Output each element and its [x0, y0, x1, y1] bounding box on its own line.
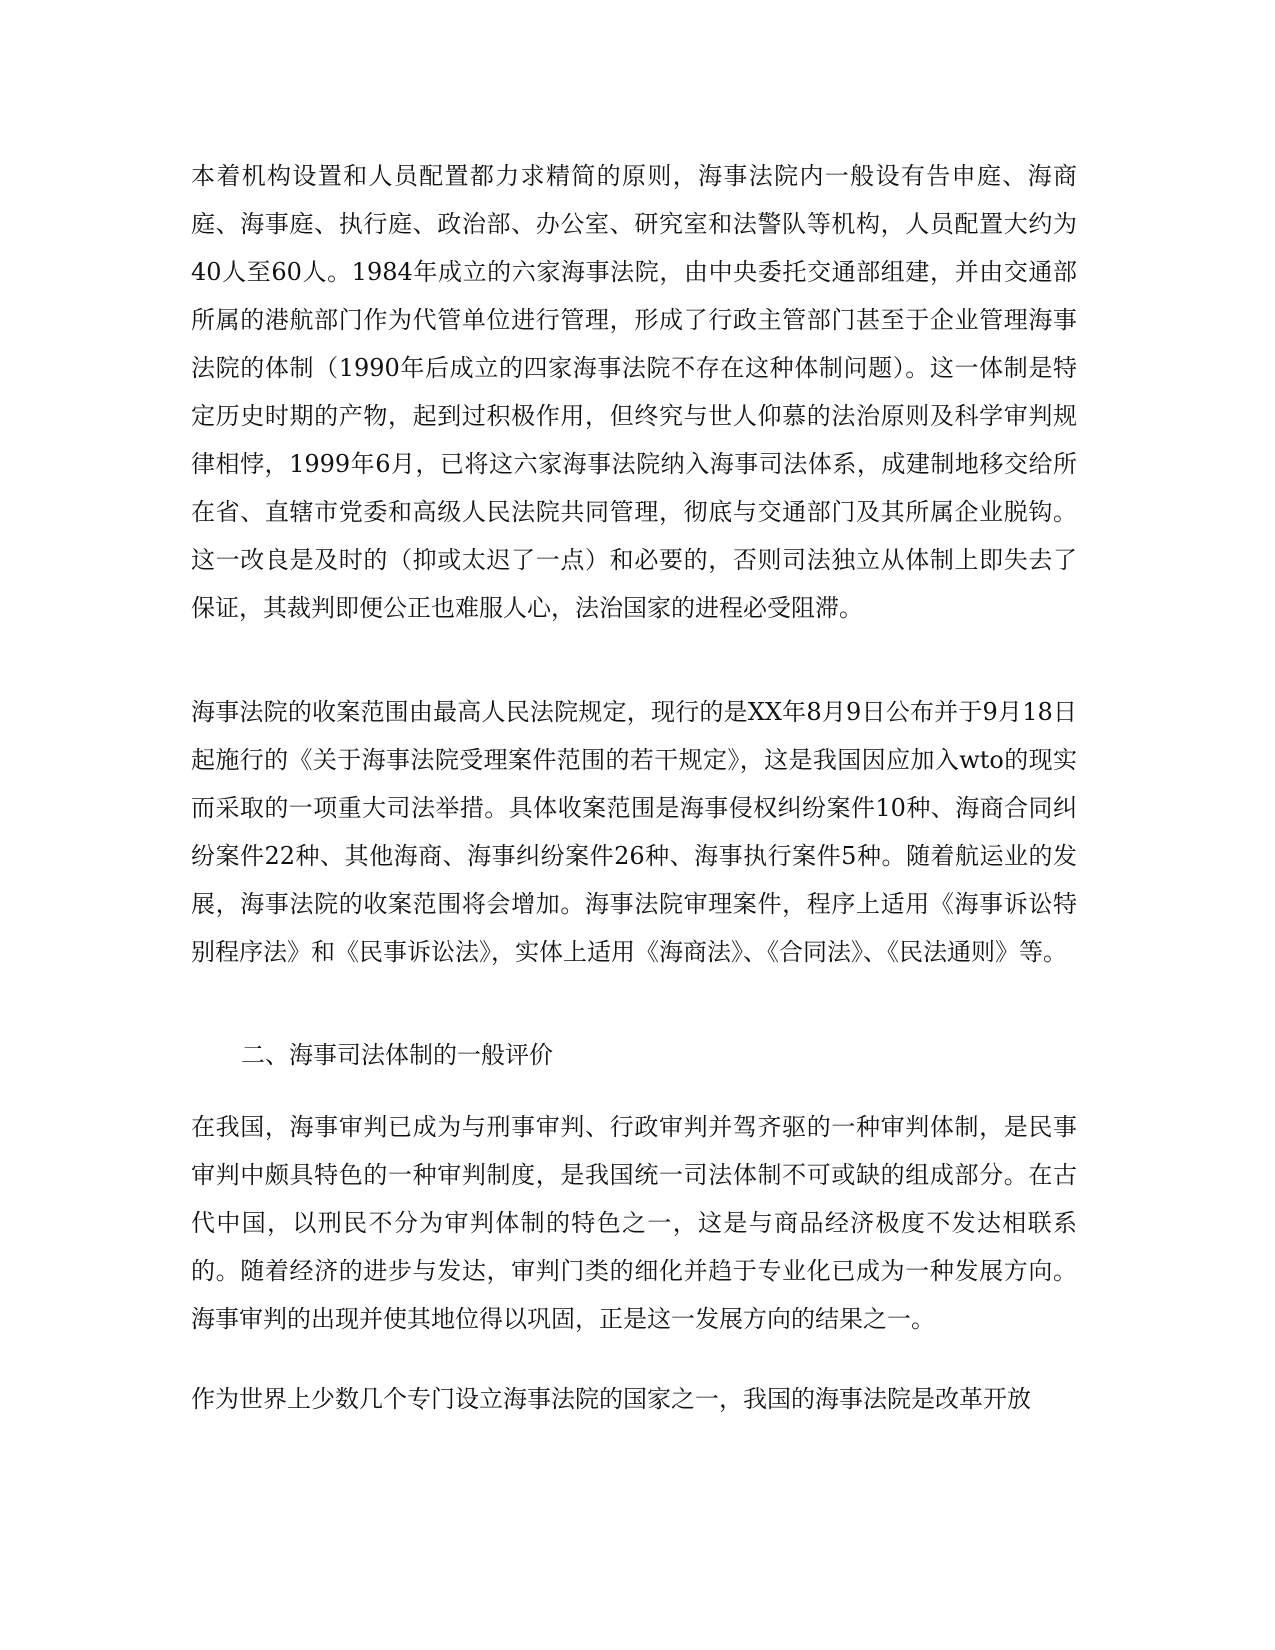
paragraph-maritime-trial: 在我国，海事审判已成为与刑事审判、行政审判并驾齐驱的一种审判体制，是民事审判中颇具特色的一种审判制度，是我国统一司法体制不可或缺的组成部分。在古代中国，以刑民不分为审判体制的特色之一，这是与商品经济极度不发达相联系的。随着经济的进步与发达，审判门类的细化并趋于专业化已成为一种发展方向。海事审判的出现并使其地位得以巩固，正是这一发展方向的结果之一。 [191, 1113, 1077, 1333]
paragraph-case-scope: 海事法院的收案范围由最高人民法院规定，现行的是XX年8月9日公布并于9月18日起施行的《关于海事法院受理案件范围的若干规定》，这是我国因应加入wto的现实而采取的一项重大司法举措。具体收案范围是海事侵权纠纷案件10种、海商合同纠纷案件22种、其他海商、海事纠纷案件26种、海事执行案件5种。随着航运业的发展，海事法院的收案范围将会增加。海事法院审理案件，程序上适用《海事诉讼特别程序法》和《民事诉讼法》，实体上适用《海商法》、《合同法》、《民法通则》等。 [191, 698, 1077, 966]
section-heading: 二、海事司法体制的一般评价 [241, 1041, 553, 1069]
paragraph-court-structure: 本着机构设置和人员配置都力求精简的原则，海事法院内一般设有告申庭、海商庭、海事庭、执行庭、政治部、办公室、研究室和法警队等机构，人员配置大约为40人至60人。1984年成立的六家海事法院，由中央委托交通部组建，并由交通部所属的港航部门作为代管单位进行管理，形成了行政主管部门甚至于企业管理海事法院的体制（1990年后成立的四家海事法院不存在这种体制问题）。这一体制是特定历史时期的产物，起到过积极作用，但终究与世人仰慕的法治原则及科学审判规律相悖，1999年6月，已将这六家海事法院纳入海事司法体系，成建制地移交给所在省、直辖市党委和高级人民法院共同管理，彻底与交通部门及其所属企业脱钩。这一改良是及时的（抑或太迟了一点）和必要的，否则司法独立从体制上即失去了保证，其裁判即便公正也难服人心，法治国家的进程必受阻滞。 [191, 162, 1077, 622]
paragraph-continuation: 作为世界上少数几个专门设立海事法院的国家之一，我国的海事法院是改革开放 [191, 1385, 1031, 1413]
